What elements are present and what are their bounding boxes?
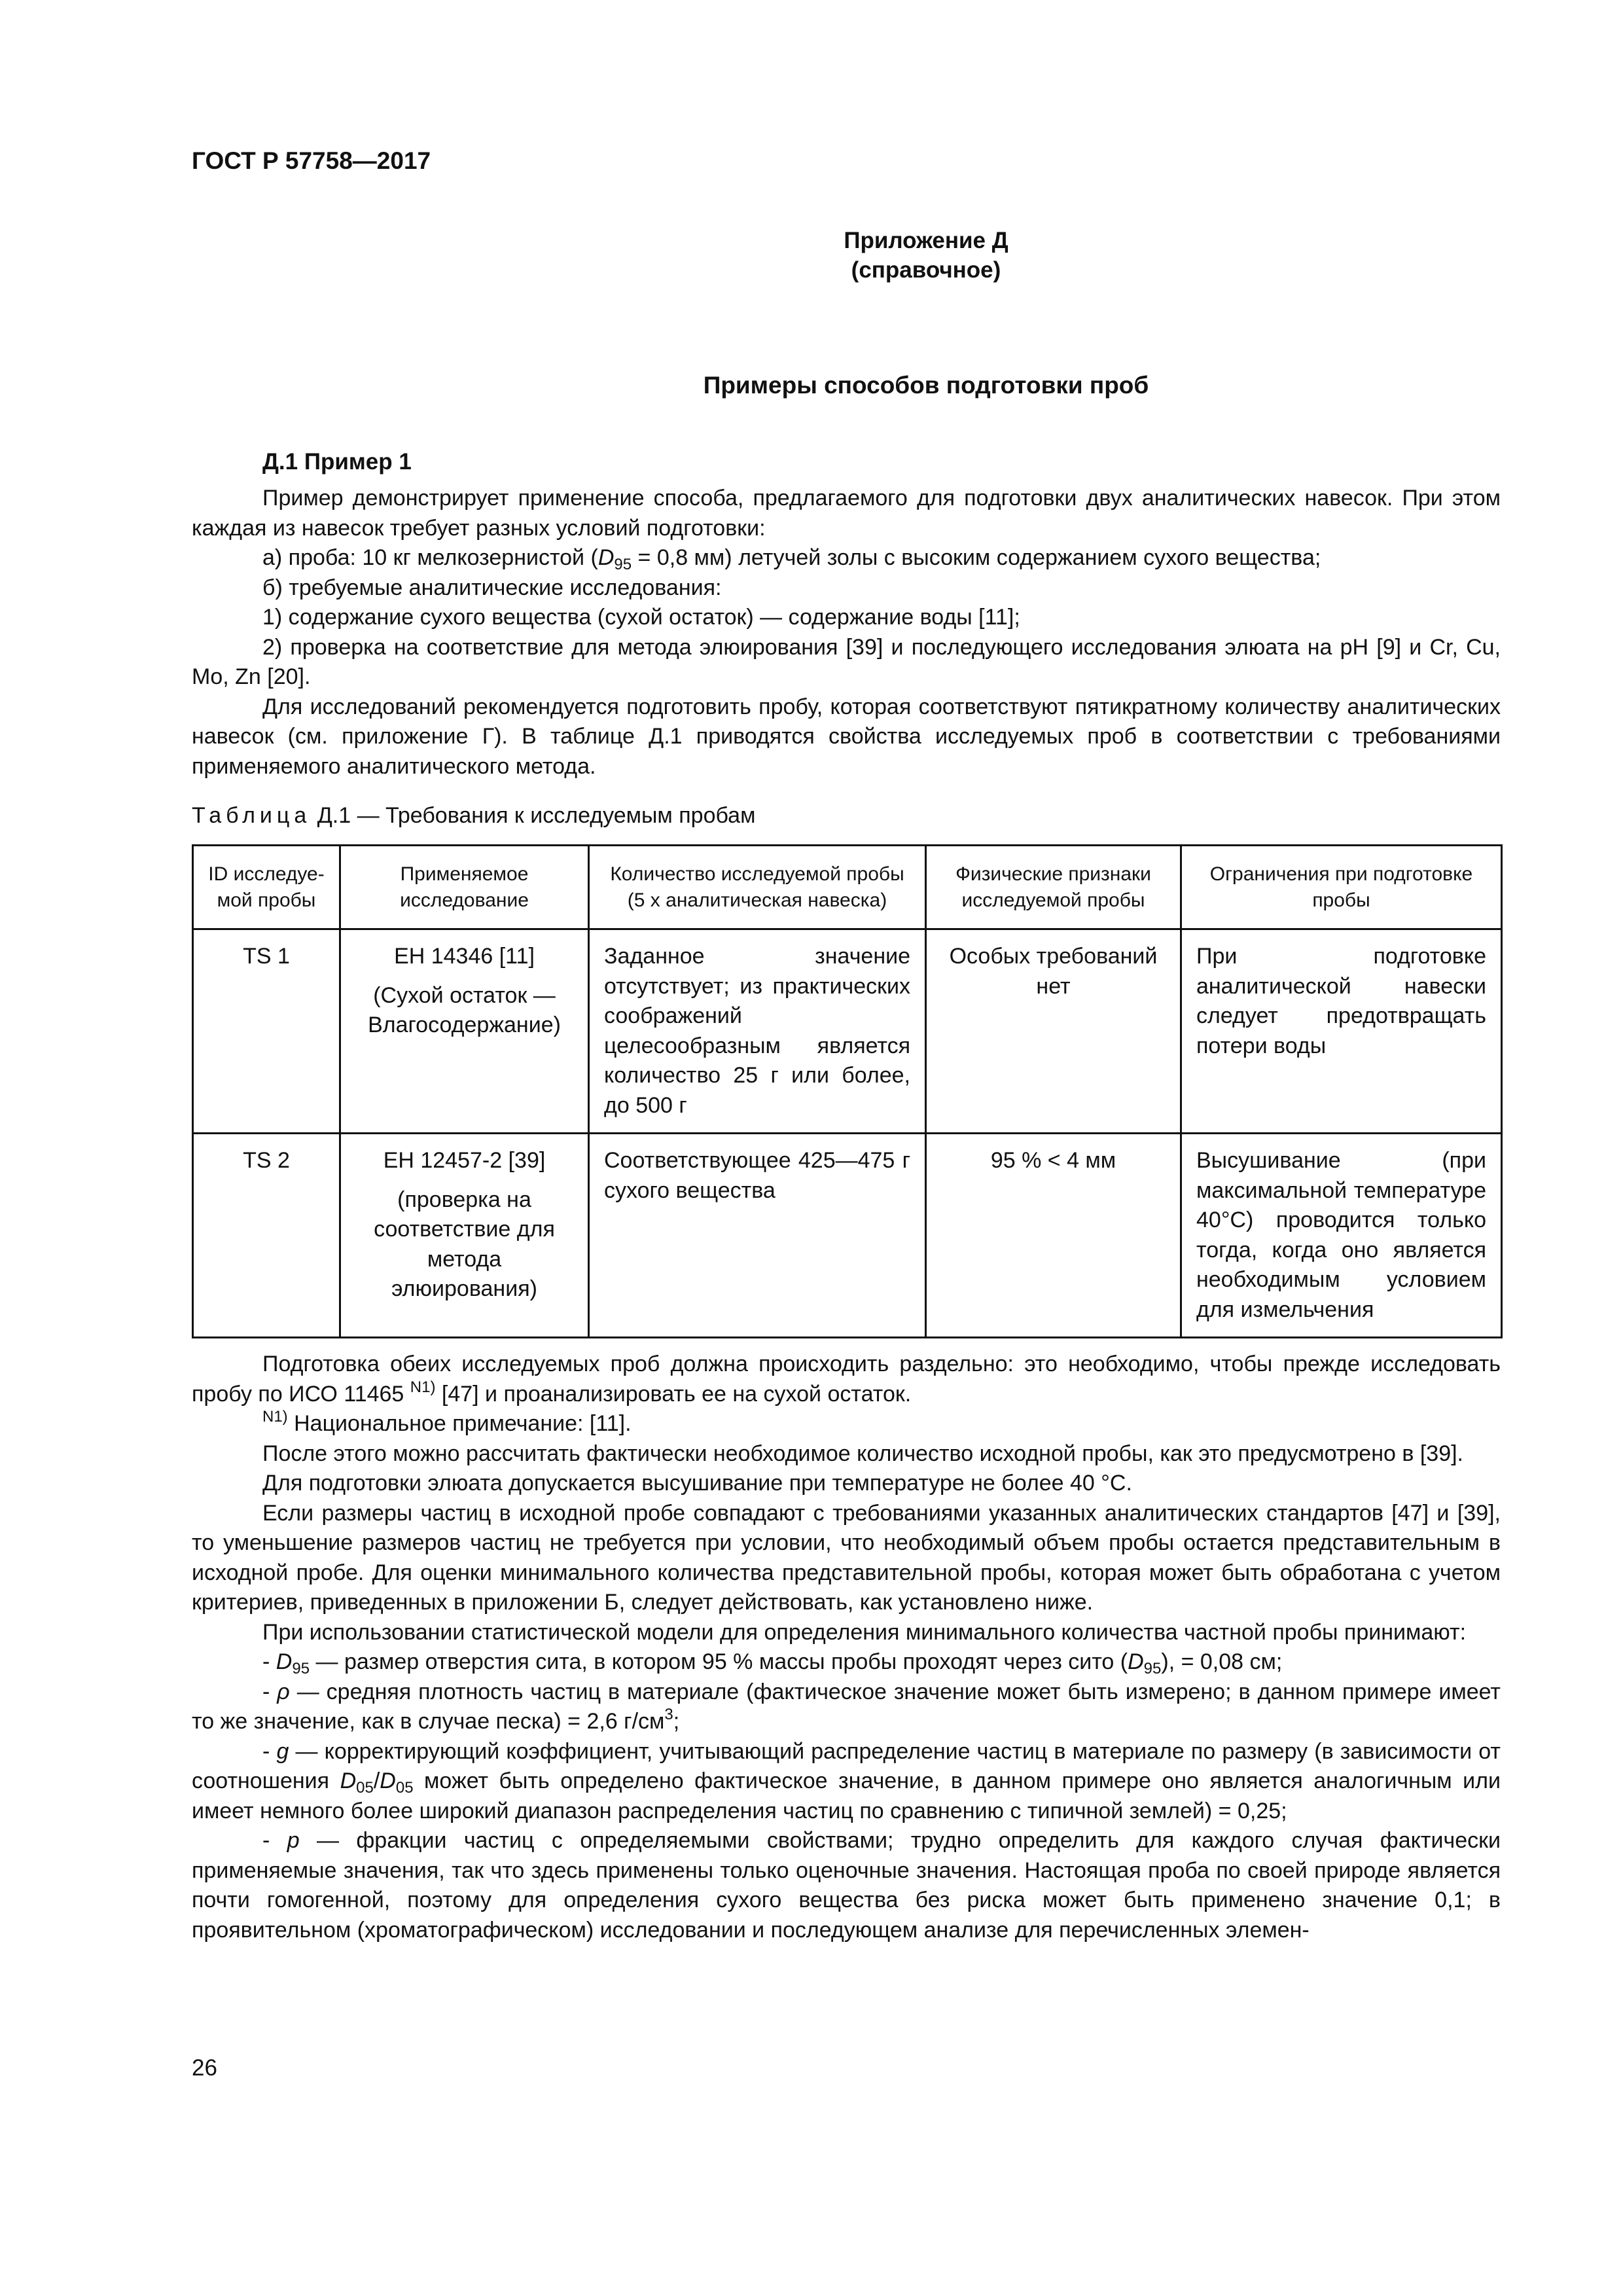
paragraph: Если размеры частиц в исходной пробе совпадают с требованиями указанных аналитических стандартов [47] и [39], то уменьшение размеров частиц не требуется при условии, что необходимый объем пробы остается представительным в исходной пробе. Для оценки минимального количества представительной пробы, которая может быть обработана с учетом критериев, приведенных в приложении Б, следует действовать, как установлено ниже. — [192, 1500, 1501, 1615]
requirements-table — [192, 844, 1503, 1338]
list-item: - ρ — средняя плотность частиц в материале (фактическое значение может быть измерено; в данном примере имеет то же значение, как в случае песка) = 2,6 $г/см^3$; — [192, 1679, 1501, 1734]
list-item: а) проба: 10 кг мелкозернистой ($D_{95} = 0,8$ мм) летучей золы с высоким содержанием сухого вещества; — [262, 545, 1321, 573]
table-cell: При подготовке аналитической навески следует предотвращать потери воды — [1181, 929, 1502, 1134]
column-header: Количество исследуемой пробы (5 х аналитическая навеска) — [589, 846, 926, 929]
table-caption: Таблица Д.1 — Требования к исследуемым пробам — [192, 803, 756, 828]
paragraph: При использовании статистической модели для определения минимального количества частной пробы принимают: — [262, 1619, 1467, 1645]
body-text — [192, 1350, 1501, 1945]
column-header: Применяемое исследование — [340, 846, 589, 929]
column-header: Ограничения при подготовке пробы — [1181, 846, 1502, 929]
column-header: Физические признаки исследуемой пробы — [926, 846, 1181, 929]
table-cell: TS 1 — [193, 929, 340, 1134]
document-code: ГОСТ Р 57758—2017 — [192, 147, 431, 174]
paragraph: Для исследований рекомендуется подготовить пробу, которая соответствуют пятикратному количеству аналитических навесок (см. приложение Г). В таблице Д.1 приводятся свойства исследуемых проб в соответствии с требованиями применяемого аналитического метода. — [192, 694, 1501, 779]
paragraph: Подготовка обеих исследуемых проб должна происходить раздельно: это необходимо, чтобы прежде исследовать пробу по ИСО 11465 $^{N1)}$ [47] и проанализировать ее на сухой остаток. — [192, 1352, 1501, 1407]
appendix-subtitle: (справочное) — [851, 257, 1001, 283]
paragraph: Пример демонстрирует применение способа, предлагаемого для подготовки двух аналитических навесок. При этом каждая из навесок требует разных условий подготовки: — [192, 486, 1501, 541]
page-title: Примеры способов подготовки проб — [703, 372, 1149, 399]
table-cell: Соответствующее 425—475 г сухого вещества — [589, 1134, 926, 1338]
list-item: б) требуемые аналитические исследования: — [262, 575, 722, 600]
table-row — [193, 929, 1502, 1134]
paragraph: После этого можно рассчитать фактически необходимое количество исходной пробы, как это предусмотрено в [39]. — [262, 1441, 1464, 1466]
section-heading: Д.1 Пример 1 — [262, 449, 412, 475]
table-cell: ЕН 12457-2 [39] (проверка на соответствие для метода элюирования) — [340, 1134, 589, 1338]
table-cell: TS 2 — [193, 1134, 340, 1338]
intro-text — [192, 484, 1501, 781]
table-cell: Заданное значение отсутствует; из практических соображений целесообразным является количество 25 г или более, до 500 г — [589, 929, 926, 1134]
list-item: 2) проверка на соответствие для метода элюирования [39] и последующего исследования элюата на pH [9] и Cr, Cu, Mo, Zn [20]. — [192, 634, 1501, 689]
appendix-title: Приложение Д — [844, 228, 1008, 253]
table-cell: ЕН 14346 [11] (Сухой остаток — Влагосодержание) — [340, 929, 589, 1134]
table-row — [193, 1134, 1502, 1338]
footnote: $^{N1)}$ Национальное примечание: [11]. — [262, 1408, 632, 1436]
list-item: 1) содержание сухого вещества (сухой остаток) — содержание воды [11]; — [262, 605, 1020, 630]
column-header: ID исследуе-мой пробы — [193, 846, 340, 929]
list-item: - p — фракции частиц с определяемыми свойствами; трудно определить для каждого случая фактически применяемые значения, так что здесь применены только оценочные значения. Настоящая проба по своей природе является почти гомогенной, поэтому для определения сухого вещества без риска может быть применено значение 0,1; в проявительном (хроматографическом) исследовании и последующем анализе для перечисленных элемен- — [192, 1828, 1501, 1943]
table-cell: Особых требований нет — [926, 929, 1181, 1134]
page-number: 26 — [192, 2055, 217, 2081]
appendix-heading — [0, 226, 1623, 285]
table-cell: 95 % < 4 мм — [926, 1134, 1181, 1338]
table-header-row — [193, 846, 1502, 929]
table-cell: Высушивание (при максимальной температуре 40°С) проводится только тогда, когда оно является необходимым условием для измельчения — [1181, 1134, 1502, 1338]
list-item: - $D_{95}$ — размер отверстия сита, в котором 95 % массы пробы проходят через сито $(D_{95})$, = 0,08 см; — [262, 1649, 1283, 1677]
list-item: - g — корректирующий коэффициент, учитывающий распределение частиц в материале по размеру (в зависимости от соотношения $D_{05}/D_{05}$ может быть определено фактическое значение, в данном примере оно является аналогичным или имеет немного более широкий диапазон распределения частиц по сравнению с типичной землей) = 0,25; — [192, 1738, 1501, 1823]
paragraph: Для подготовки элюата допускается высушивание при температуре не более 40 °С. — [262, 1471, 1132, 1496]
